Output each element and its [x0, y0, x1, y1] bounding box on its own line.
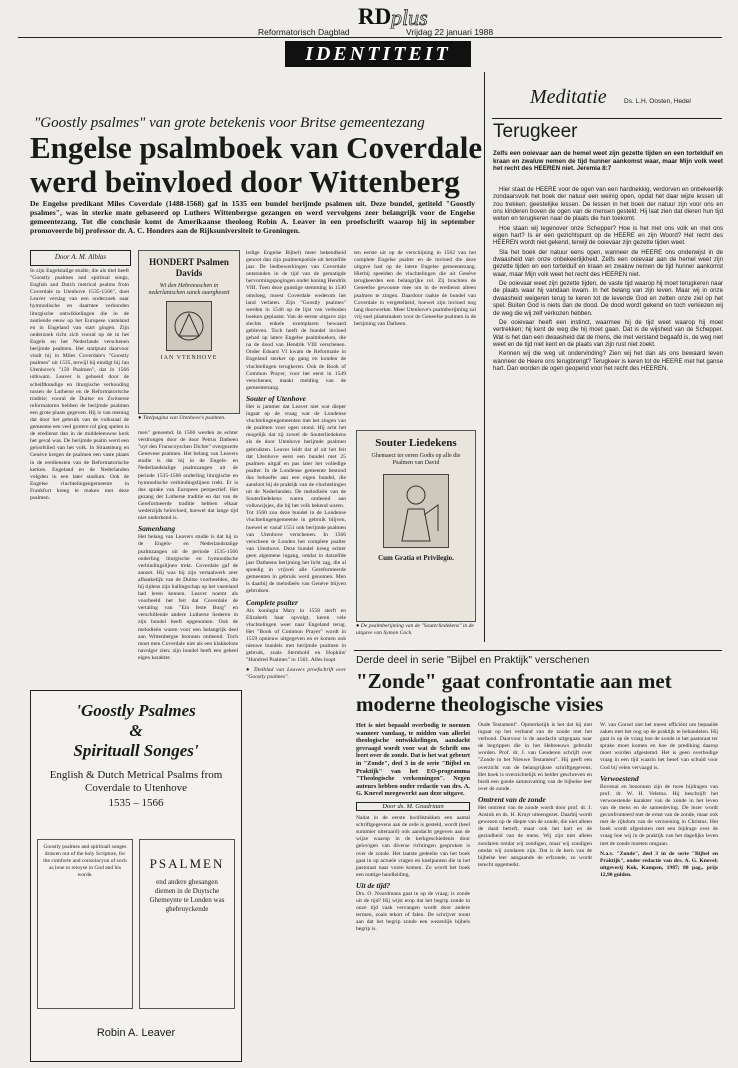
cover-right-text: end andere ghesangen diemen in de Duytsche Ghemeynte te Londen was ghebruyckende: [149, 878, 225, 913]
article1-column3-text-b: Het is jammer dat Leaver niet wat dieper ingaat op de vraag wat de Londense vluchtelingengemeenten met het zingen van de psalmen voor ogen stond. Hij acht het mogelijk dat zij zowel de Souterliedekens als de door Utenhove berijmde psalmen gebruikten. Leaver leidt dat af uit het feit dat Utenhove eerst een bundel met 25 psalmen uitgaf en pas later het volledige psalter. In de Londense gemeente bestond dus behoefte aan een eigen bundel, die aansloot bij de praktijk van de vluchtelingen uit de Nederlanden. De melodieën van de Souterliedekens waren ontleend aan volkswijsjes, die bij het volk bekend waren.: [246, 403, 346, 510]
masthead: [18, 3, 722, 43]
article1-headline: Engelse psalmboek van Coverdale werd beïnvloed door Wittenberg: [30, 130, 483, 199]
article2-kicker: Derde deel in serie "Bijbel en Praktijk" verschenen: [356, 654, 590, 666]
cover-title-1: 'Goostly Psalmes: [76, 701, 196, 720]
cover-right-plate: [139, 839, 235, 1009]
cover-author: Robin A. Leaver: [96, 1027, 176, 1039]
article1-column2-text: men" genoemd. In 1566 werden ze echter verdrongen door de door Petrus Datheen "uyt den Franscoyschen Dichte" overgezette Genevese psalmen. Het belang van Leavers studie is dat hij in de Engels- en Nederlandstalige psalmzangen uit de periode 1535-1566 onderling liturgische en hymnodische verbindingslijnen trekt. Er is dus sprake van Europees perspectief. Het gezang der Lutherse traditie en dat van de Gereformeerde traditie hebben elkaar wederzijds beïnvloed, hoewel dat lange tijd niet onderkend is.: [138, 430, 238, 522]
svg-text:plus: plus: [391, 5, 428, 29]
caption-proefschrift: Titelblad van Leavers proefschrift over "Goostly psalmes".: [246, 667, 346, 681]
article1-byline: Door A. M. Alblas: [54, 253, 107, 261]
meditatie-body: [493, 186, 723, 631]
date-line: Vrijdag 22 januari 1988: [406, 27, 494, 37]
masthead-rule: [18, 37, 722, 38]
caption-bullet-icon: ●: [138, 415, 143, 421]
cover-subtitle: English & Dutch Metrical Psalms from Coverdale to Utenhove: [49, 769, 223, 794]
subhead-souter: Souter of Utenhove: [246, 393, 306, 403]
meditatie-paragraph: Kennen wij die weg uit ondervinding? Zien wij het dan als ons bewaard leven wanneer de Heere ons terugbrengt? Terugkeer is keren tot de HEERE met het ganse hart. Dan worden de ogen geopend voor het recht des HEEREN.: [493, 350, 723, 372]
souter-text: Ghemaect ter eeren Godts op alle die Psalmen van David: [371, 453, 461, 467]
printer-emblem-icon: [166, 301, 212, 351]
meditatie-paragraph: Sla het boek der natuur eens open, wanneer de HEERE ons onderwijst in de dwaasheid van onze onbekeerlijkheid. Zelfs een ooievaar aan de hemel weet zijn gezette tijden en een tortelduif en kraan en zwaluw nemen de tijd hunner aankomst waar, maar Mijn volk weet het recht des HEEREN niet.: [493, 248, 723, 278]
cover-right-title: PSALMEN: [149, 856, 225, 871]
article1-kicker: "Goostly psalmes" van grote betekenis voor Britse gemeentezang: [34, 115, 425, 131]
utenhove-author: IAN VTENHOVE: [160, 355, 218, 361]
cover-years: 1535 – 1566: [108, 797, 164, 809]
cover-title-2: &: [129, 721, 143, 740]
cover-left-plate: Goostly psalmes and spirituall songes drawen out of the holy Scripture, for the comforte and consolacyon of soch as loue to reioyse in God and his worde.: [37, 839, 133, 1009]
subhead-samenhang: Samenhang: [138, 524, 176, 534]
article1-column4: ten eerste uit op de verschijning in 1562 van het complete Engelse psalter en de invloed die deze uitgave had op de latere Engelse gemeentezang. Hierbij speelden de vluchtelingen die uit Genève terugkeerden een belangrijke rol. Zij brachten de Geneefse gewoonte mee om in de eredienst alleen psalmen te zingen. Daardoor raakte de bundel van Coverdale in vergetelheid, hoewel zijn invloed nog lang doorwerkte. Meer Utenhove's psalmberijming zal vrij snel plaatsmaken voor de Geneefse psalmen in de berijming van Datheen.: [354, 250, 476, 327]
section-title: IDENTITEIT: [305, 43, 451, 65]
utenhove-text: Wt den Hebreeuschen in nederlantschen sanck ouerghesett: [148, 283, 230, 296]
souter-title-page: [356, 430, 476, 622]
article2-column1: [356, 722, 470, 1060]
meditatie-title: Terugkeer: [493, 121, 578, 142]
article2-column3: [600, 722, 718, 1060]
meditatie-author: Ds. L.H. Oosten, Hedel: [624, 98, 691, 105]
cover-title-3: Spirituall Songes': [73, 741, 199, 760]
byline-box: [30, 250, 131, 266]
article1-column3-text: ledige Engelse Bijbel) meer bekendheid genoot dan zijn psalmenpoëzie uit hetzelfde jaar. De liedbewerkingen van Coverdale ontstonden in de tijd van de gematigde hervormingspogingen onder koning Hendrik VIII. Toen deze gunstige stemming in 1540 omsloeg, moest Coverdale wederom het land verlaten. Zijn "Goostly psalmes" werden in 1546 op de lijst van verboden boeken geplaatst. Van de eerste uitgave zijn slechts enkele exemplaren bewaard gebleven. Toch heeft de bundel invloed gehad op latere Engelse psalmboeken, die na de dood van Hendrik VIII verschenen. Onder Eduard VI kwam de Reformatie in Engeland sterker op gang en konden de vluchtelingen terugkeren. Ook de Book of Common Prayer, voor het eerst in 1549 verschenen, maakt melding van de gemeentezang.: [246, 250, 346, 391]
subhead-complete-psalter: Complete psalter: [246, 597, 298, 607]
rd-plus-logo: [338, 3, 448, 29]
book-cover: [30, 690, 242, 1062]
caption-utenhove-text: Titelpagina van Utenhove's psalmen.: [142, 415, 226, 421]
article1-column1: In zijn Engelstalige studie, die als titel heeft "Goostly psalmes and spiritual songs, English and Dutch metrical psalms from Coverdale to Utenhove 1535-1566", doet Leaver verslag van een onderzoek naar hymnodische en daarmee verbonden liturgische ontwikkelingen die in de zestiende eeuw op het Europese vasteland en in Engeland van start gingen. Zijn onderzoek richt zich vooral op de in het Engels en het Nederlands verschenen berijmde psalmen. Het startpunt daarvoor vindt hij in Miles Coverdale's "Goostly psalmes" uit 1535, terwijl hij eindigt bij Jan Utenhove's "150 Psalmen", dat in 1566 uitkwam. Leaver is geboeid door de scheiftkundige en liturgische verhouding tussen de Lutherse en de Reformatorische traditie; vooral de Duitse en Zwitserse reformatoren hebben de berijmde psalmen een grote plaats gegeven. Hij is van mening dat door het gebruik van de volkstaal de gemeente een veel grotere rol ging spelen in de eredienst dan in de middeleeuwse kerk het geval was. De berijmde psalm werd een geloofslied van het volk. In Straatsburg en Genève kregen de psalmen een vaste plaats in de erediensten van de Reformatorische kerken. Engeland en de Nederlanden volgden in een later stadium. Ook de Engelse vluchtelingengemeente in Frankfort kreeg te maken met deze psalmen.: [30, 268, 129, 501]
article2-column2: [478, 722, 592, 1060]
caption-bullet-icon: ●: [356, 623, 361, 629]
svg-text:RD: RD: [358, 4, 392, 29]
souter-heading: Souter Liedekens: [375, 437, 457, 449]
article1-lead: De Engelse predikant Miles Coverdale (1488-1568) gaf in 1535 een bundel berijmde psalmen uit. Deze bundel, getiteld "Goostly psalmes", was in sterke mate gebaseerd op Luthers Wittenbergse gezangen en werd vervolgens zeer belangrijk voor de Engelse gemeentezang. Tot die conclusie komt de Amerikaanse theoloog Robin A. Leaver in een proefschrift waarop hij in september promoveerde bij professor dr. A. C. Honders aan de Rijksuniversiteit te Groningen.: [30, 199, 475, 235]
article2-column1-text: Nadat in de eerste hoofdstukken een aantal schriftgegevens aan de orde is gesteld, wordt (heel summier uiteraard) ook aandacht gegeven aan de wijze waarop in de kerkgeschiedenis door gelovigen van diverse richtingen gesproken is over de zonde. Het laatste gedeelte van het boek gaat in op actuele vragen en knelpunten die in het pastoraat naar voren komen. Zo wordt het boek een nuttige handleiding.: [356, 815, 470, 878]
subhead-verwoestend: Verwoestend: [600, 773, 639, 783]
article1-column3: [246, 250, 346, 1060]
paper-name: Reformatorisch Dagblad: [258, 27, 350, 37]
meditatie-divider: [484, 72, 485, 642]
article1-column2: [138, 430, 238, 688]
article2-column3-text: W. van Gorsel ziet het meest efficiënt om bepaalde zaken met het oog op de praktijk te behandelen. Hij gaat in op de vraag hoe de zonde in het pastoraat ter sprake moet komen en hoe de prediking daarop moet worden afgestemd. Het is geen overbodige vraag in een tijd waarin het besef van schuld voor God bij velen vervaagd is.: [600, 722, 718, 771]
article2-column2-text: Oude Testament". Opmerkelijk is het dat hij niet ingaat op het verband van de zonde met het verbond. Daarvoor is de aandacht uitgegaan naar de begrippen die in het Hebreeuws gebruikt worden. Prof. dr. J. van Genderen schrijft over "Zonde in het Nieuwe Testament". Hij geeft een overzicht van de belangrijkste schriftgegevens. Het boek is overzichtelijk en helder geschreven en biedt een goede samenvatting van de bijbelse leer over de zonde.: [478, 722, 592, 792]
meditatie-paragraph: Hoe staan wij tegenover onze Schepper? Hoe is het met ons volk en met ons eigen hart? Is er een gezichtspunt op de HEERE en zijn Woord? Het recht des HEEREN wordt niet gekend, terwijl de ooievaar zijn gezette tijden weet.: [493, 224, 723, 247]
meditatie-paragraph: De ooievaar heeft een instinct, waarmee hij de tijd weet waarop hij moet vertrekken; hij kent de weg die hij moet gaan. Dat is de wijsheid van de Schepper. Wat is het dan een dwaasheid dat de mens, die met verstand begaafd is, de weg niet weet en de tijd niet kent en de plaats van zijn rust niet zoekt.: [493, 318, 723, 348]
subhead-omtrent: Omtrent van de zonde: [478, 794, 546, 804]
caption-bullet-icon: ●: [246, 667, 254, 674]
meditatie-paragraph: De ooievaar weet zijn gezette tijden, de vaste tijd waarop hij moet terugkeren naar de plaats waar hij vandaan kwam. In het belang van zijn leven. Maar wij in onze dwaasheid weigeren terug te keren tot de levende God en zetten onze ziel op het spel. Buiten God is niets dan de dood. De dood wordt gekend en toch verkiezen wij de weg die wij zelf verkozen hebben.: [493, 280, 723, 317]
article1-column3-text-d: Als koningin Mary in 1558 sterft en Elizabeth haar opvolgt, keren vele vluchtelingen weer naar Engeland terug. Het "Book of Common Prayer" wordt in 1559 opnieuw uitgegeven en er komen ook nieuwe bundels met berijmde psalmen in gebruik, zoals Sternhold en Hopkins' "Hundred Psalmes" in 1561. Alles loopt: [246, 607, 346, 664]
article2-byline: Door ds. M. Goudriaan: [356, 802, 470, 811]
souter-footer: Cum Gratia et Privilegio.: [378, 553, 454, 562]
meditatie-intro: Zelfs een ooievaar aan de hemel weet zijn gezette tijden en een tortelduif en kraan en zwaluw nemen de tijd hunner aankomst waar, maar Mijn volk weet het recht des HEEREN niet. Jeremia 8:7: [493, 150, 723, 173]
meditatie-paragraph: Hier staat de HEERE voor de ogen van een hardnekkig, verdorven en onbekeerlijk zondaarsvolk het boek der natuur een weinig open, opdat het daar wijze lessen uit zou trekken; geestelijke lessen. De lessen in het boek der natuur zijn voor ons en ons kinderen boven de ogen van de mensen gesteld. Hij laat zien dat dieren hun tijd weten en terugkeren naar de plaats die hun toekomt.: [493, 186, 723, 223]
article2-column2-text-b: Het omtrent van de zonde wordt door prof. dr. J. Ansink en ds. H. Kruyt uiteengezet. Daarbij wordt gewezen op de diepte van de zonde, die niet alleen de daad betreft, maar ook het hart en de gezindheid van de mens. Wij zijn niet alleen zondaren omdat wij zondigen, maar wij zondigen omdat wij zondaren zijn. Dat is de kern van de bijbelse leer aangaande de erfzonde, zo wordt terecht opgemerkt.: [478, 805, 592, 868]
article2-column3-text-b: Bovenal en bezonnen zijn de twee bijdragen van prof. dr. W. H. Velema. Hij beschrijft het verwoestende karakter van de zonde in het leven van de mens en de samenleving. De lezer wordt geconfronteerd met de ernst van de zonde, maar ook met de rijkdom van de verzoening in Christus. Het boek wordt afgesloten met een bijdrage over de vraag hoe wij in de praktijk van het dagelijks leven met de zonde moeten omgaan.: [600, 783, 718, 847]
meditatie-rule: [492, 118, 722, 119]
article1-column2-text-b: Het belang van Leavers studie is dat hij in de Engels- en Nederlandstalige psalmzangen uit de periode 1535-1566 onderling liturgische en hymnodische verbindingslijnen trekt. Coverdale gaf de aanzet. Hij was bij zijn vertaalwerk zeer afhankelijk van de Duitse voorbeelden, die hij tijdens zijn ballingschap op het vasteland had leren kennen. Leaver noemt als voorbeeld het feit dat Coverdale de vertaling van "Ein feste Burg" en verschillende andere Lutherse liederen in zijn bundel heeft opgenomen. Ook de melodieën waren voor een belangrijk deel aan Wittenbergse bronnen ontleend. Toch moet men Coverdale niet als een klakkeloze navolger zien; zijn bundel heeft een geheel eigen karakter.: [138, 534, 238, 661]
article1-column3-text-c: Tot 1560 zou deze bundel in de Londense vluchtelingengemeente in gebruik blijven, hoewel er vanaf 1551 ook berijmde psalmen van Utenhove verschenen. In 1566 verscheen te Londen het complete psalter van Utenhove. Deze bundel kreeg echter geen algemene ingang, omdat in datzelfde jaar Datheens berijming het licht zag, die al spoedig in vrijwel alle Gereformeerde gemeenten in gebruik werd genomen. Men is daarbij de melodieën van Genève blijven gebruiken.: [246, 510, 346, 595]
utenhove-heading: HONDERT Psalmen Davids: [149, 257, 229, 278]
caption-souter-text: De psalmberijming van de "Souterliedekens" in de uitgave van Symon Cock.: [356, 623, 474, 636]
section-banner: [285, 41, 471, 67]
caption-utenhove: [138, 415, 238, 422]
article2-headline: "Zonde" gaat confrontatie aan met moderne theologische visies: [356, 669, 672, 716]
article2-rule: [354, 650, 722, 651]
article2-lead: Het is niet bepaald overbodig te noemen wanneer vandaag, te midden van allerlei theologische ontwikkelingen, aandacht gevraagd wordt voor wat de Schrift ons leert over de zonde. Dat is het wat gebeurt in "Zonde", deel 3 in de serie "Bijbel en Praktijk" van het EO-programma "Theologische verkenningen". Negen auteurs hebben onder redactie van drs. A. G. Knevel meegewerkt aan deze uitgave.: [356, 722, 470, 798]
caption-souter: [356, 623, 474, 637]
utenhove-title-page: [138, 250, 240, 414]
article2-column1-text-b: Drs. O. Noordmans gaat in op de vraag: is zonde uit de tijd? Hij wijst erop dat het begrip zonde in onze tijd vaak vervangen wordt door andere termen, zoals tekort of falen. De schrijver toont aan dat het begrip zonde een wezenlijk bijbels begrip is.: [356, 890, 470, 933]
article2-publication-info: N.a.v. "Zonde", deel 3 in de serie "Bijbel en Praktijk", onder redactie van drs. A. G. Knevel; uitgeverij Kok, Kampen, 1987; 80 pag., prijs 12,90 gulden.: [600, 850, 718, 878]
woodcut-david-icon: [383, 474, 449, 548]
subhead-uit-de-tijd: Uit de tijd?: [356, 880, 391, 890]
meditatie-label: Meditatie: [530, 86, 607, 108]
